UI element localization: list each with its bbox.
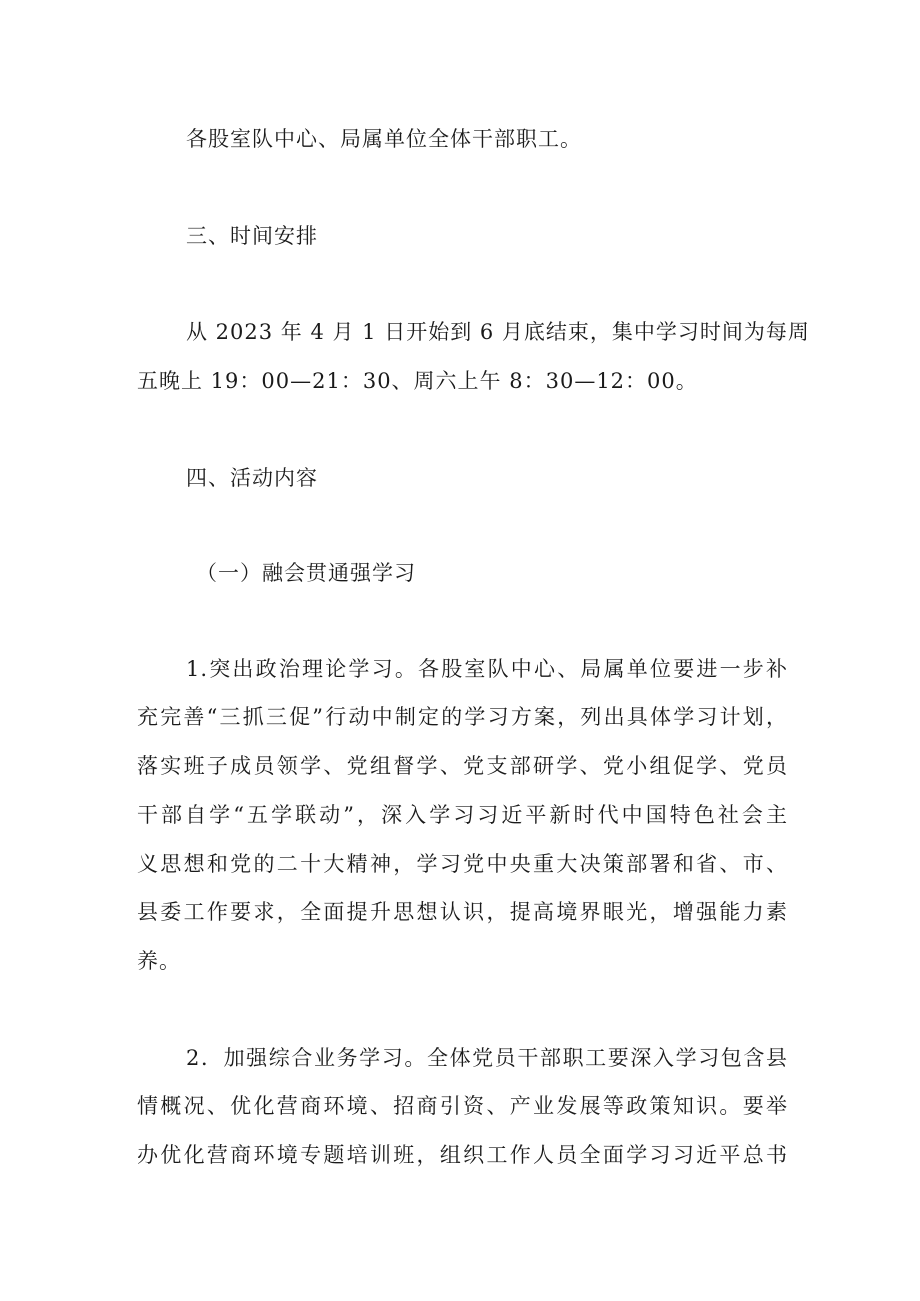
paragraph-1-line-2: 充完善“三抓三促”行动中制定的学习方案，列出具体学习计划，: [137, 705, 788, 729]
paragraph-time-line-1: 从 2023 年 4 月 1 日开始到 6 月底结束，集中学习时间为每周: [186, 320, 810, 344]
paragraph-1-line-3: 落实班子成员领学、党组督学、党支部研学、党小组促学、党员: [137, 754, 788, 778]
paragraph-1-line-6: 县委工作要求，全面提升思想认识，提高境界眼光，增强能力素: [137, 900, 788, 924]
section-heading-content: 四、活动内容: [186, 466, 318, 490]
paragraph-1-line-1: 1.突出政治理论学习。各股室队中心、局属单位要进一步补: [186, 657, 788, 681]
paragraph-participants: 各股室队中心、局属单位全体干部职工。: [186, 127, 582, 151]
paragraph-2-line-2: 情概况、优化营商环境、招商引资、产业发展等政策知识。要举: [137, 1094, 788, 1118]
paragraph-2-line-3: 办优化营商环境专题培训班，组织工作人员全面学习习近平总书: [137, 1143, 788, 1167]
section-heading-time: 三、时间安排: [186, 224, 318, 248]
paragraph-2-line-1: 2．加强综合业务学习。全体党员干部职工要深入学习包含县: [186, 1046, 788, 1070]
subsection-heading-1: （一）融会贯通强学习: [196, 561, 416, 585]
paragraph-1-line-4: 干部自学“五学联动”，深入学习习近平新时代中国特色社会主: [137, 803, 788, 827]
paragraph-time-line-2: 五晚上 19：00—21：30、周六上午 8：30—12：00。: [137, 369, 698, 393]
paragraph-1-line-5: 义思想和党的二十大精神，学习党中央重大决策部署和省、市、: [137, 852, 788, 876]
paragraph-1-line-7: 养。: [137, 949, 181, 973]
